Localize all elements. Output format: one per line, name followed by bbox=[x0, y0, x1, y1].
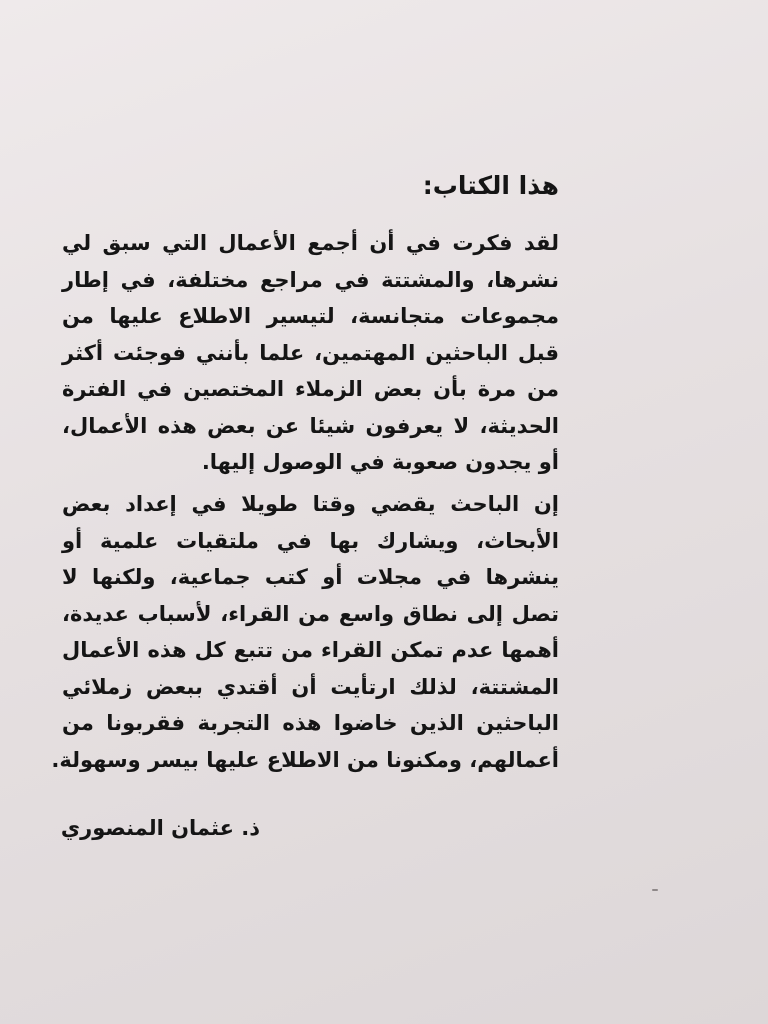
paragraph-2-line: الباحثين الذين خاضوا هذه التجربة فقربونا من bbox=[62, 711, 559, 735]
paragraph-1-line: الحديثة، لا يعرفون شيئا عن بعض هذه الأعمال، bbox=[62, 413, 559, 438]
paragraph-2-line: المشتتة، لذلك ارتأيت أن أقتدي ببعض زملائي bbox=[62, 674, 559, 699]
paragraph-2-line: إن الباحث يقضي وقتا طويلا في إعداد بعض bbox=[62, 492, 559, 516]
paragraph-2-line: الأبحاث، ويشارك بها في ملتقيات علمية أو bbox=[62, 528, 559, 553]
paper-speck bbox=[652, 889, 658, 891]
paragraph-1-line: نشرها، والمشتتة في مراجع مختلفة، في إطار bbox=[62, 267, 559, 292]
paragraph-1-line: مجموعات متجانسة، لتيسير الاطلاع عليها من bbox=[62, 304, 559, 328]
paragraph-1-line: من مرة بأن بعض الزملاء المختصين في الفترة bbox=[62, 377, 559, 401]
paragraph-2-line: تصل إلى نطاق واسع من القراء، لأسباب عديدة، bbox=[62, 601, 559, 626]
paragraph-1 bbox=[62, 225, 559, 481]
author-signature: ذ. عثمان المنصوري bbox=[60, 816, 260, 840]
paragraph-2-line: أهمها عدم تمكن القراء من تتبع كل هذه الأعمال bbox=[62, 638, 559, 662]
paragraph-1-line: قبل الباحثين المهتمين، علما بأنني فوجئت أكثر bbox=[62, 340, 559, 365]
page-heading: هذا الكتاب: bbox=[422, 171, 559, 200]
paragraph-2 bbox=[51, 486, 559, 778]
paragraph-2-line: ينشرها في مجلات أو كتب جماعية، ولكنها لا bbox=[62, 565, 559, 589]
paragraph-2-line: أعمالهم، ومكنونا من الاطلاع عليها بيسر وسهولة. bbox=[51, 747, 559, 772]
paragraph-1-line: لقد فكرت في أن أجمع الأعمال التي سبق لي bbox=[62, 231, 559, 255]
paragraph-1-line: أو يجدون صعوبة في الوصول إليها. bbox=[201, 450, 559, 474]
